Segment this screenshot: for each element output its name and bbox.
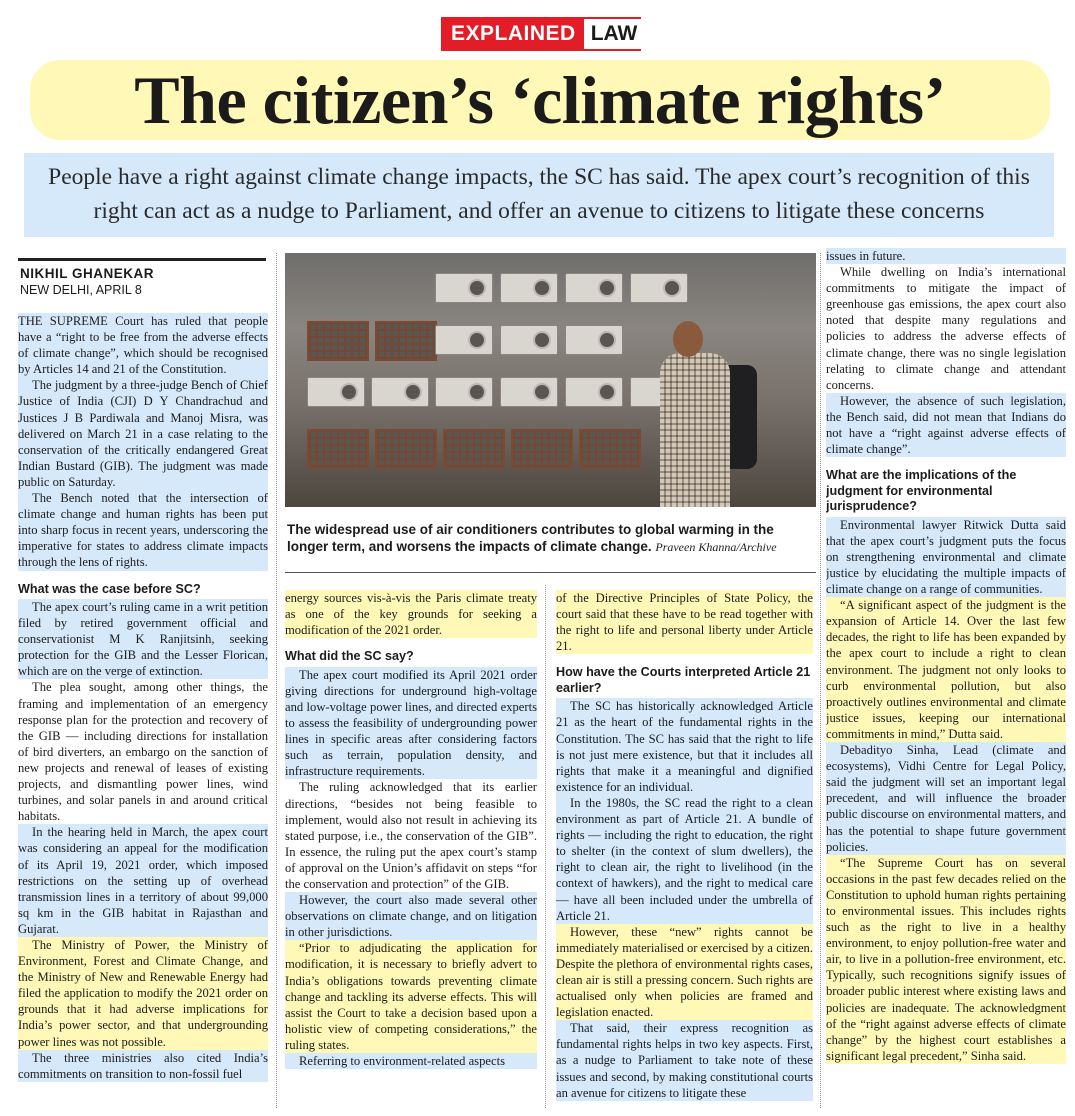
headline: The citizen’s ‘climate rights’ [30, 60, 1050, 140]
photo-caption [287, 521, 817, 556]
paragraph: However, these “new” rights cannot be immediately materialised or exercised by a citizen. Despite the plethora of environmental rights cases, clean air is still a pressing concern. Such rights are actualised only when policies are framed and legislation enacted. [556, 924, 813, 1020]
paragraph: The Ministry of Power, the Ministry of Environment, Forest and Climate Change, and the Ministry of New and Renewable Energy had filed the application to modify the 2021 order on grounds that it had adverse implications for India’s power sector, and that undergrounding power lines was not possible. [18, 937, 268, 1049]
paragraph: However, the absence of such legislation, the Bench said, did not mean that Indians do not have a “right against adverse effects of climate change”. [826, 393, 1066, 457]
grill-shape [375, 429, 437, 469]
paragraph: issues in future. [826, 248, 1066, 264]
person-shirt-shape [660, 353, 730, 507]
paragraph: While dwelling on India’s international commitments to mitigate the impact of greenhouse gas emissions, the apex court also noted that despite many regulations and policies to address the adverse effects of climate change, there was no single legislation relating to climate change and attendant concerns. [826, 265, 1066, 392]
article-column-1 [18, 313, 268, 1113]
paragraph: THE SUPREME Court has ruled that people have a “right to be free from the adverse effects of climate change”, which should be recognised by Articles 14 and 21 of the Constitution. [18, 314, 268, 377]
paragraph: Referring to environment-related aspects [285, 1053, 537, 1069]
ac-unit-shape [371, 377, 429, 407]
paragraph: Debadityo Sinha, Lead (climate and ecosystems), Vidhi Centre for Legal Policy, said the judgment will set an important legal precedent, and will influence the broader public discourse on environmental matters, and has the potential to shape future government policies. [826, 743, 1066, 854]
article-column-3 [556, 590, 813, 1110]
paragraph: The ruling acknowledged that its earlier directions, “besides not being feasible to implement, would also not result in achieving its stated purpose, i.e., the conservation of the GIB”. In essence, the ruling put the apex court’s stamp of approval on the Union’s affidavit on steps “for the conservation and protection” of the GIB. [285, 780, 537, 891]
subheading: How have the Courts interpreted Article 21 earlier? [556, 665, 811, 695]
paragraph: The judgment by a three-judge Bench of Chief Justice of India (CJI) D Y Chandrachud and Justices J B Pardiwala and Manoj Misra, was delivered on March 21 in a case relating to the conservation of the critically endangered Great Indian Bustard (GIB). The judgment was made public on Saturday. [18, 378, 268, 489]
ac-unit-shape [565, 273, 623, 303]
paragraph: The three ministries also cited India’s commitments on transition to non-fossil fuel [18, 1050, 268, 1081]
subheading: What did the SC say? [285, 649, 414, 664]
caption-text: The widespread use of air conditioners contributes to global warming in the longer term, and worsens the impacts of climate change. [287, 522, 774, 554]
ac-unit-shape [500, 273, 558, 303]
grill-shape [375, 321, 437, 361]
paragraph: “The Supreme Court has on several occasions in the past few decades relied on the Constitution to uphold human rights pertaining to environmental issues. This includes rights such as the right to live in a healthy environment, to enjoy pollution-free water and air, to live in a pollution-free environment, etc. Typically, such recognitions signify issues of broader public interest where existing laws and policies are inadequate. The acknowledgment of the “right against adverse effects of climate change” by the highest court establishes a significant legal precedent,” Sinha said. [826, 855, 1066, 1063]
paragraph: “A significant aspect of the judgment is the expansion of Article 14. Over the last few decades, the right to life has been expanded by the apex court to include a right to clean environment. The judgment not only looks to curb environmental pollution, but also proactively outlines environmental and climate justice issues, keeping our international commitments in mind,” Dutta said. [826, 598, 1066, 741]
grill-shape [511, 429, 573, 469]
byline [20, 266, 268, 297]
dateline: NEW DELHI, APRIL 8 [20, 283, 142, 297]
paragraph: energy sources vis-à-vis the Paris climate treaty as one of the key grounds for seeking a modification of the 2021 order. [285, 591, 537, 638]
photo-credit: Praveen Khanna/Archive [655, 540, 777, 554]
ac-unit-shape [435, 377, 493, 407]
grill-shape [307, 321, 369, 361]
explained-law-badge [441, 17, 641, 51]
paragraph: The apex court’s ruling came in a writ petition filed by retired government official and conservationist M K Ranjitsinh, seeking protection for the GIB and the Lesser Florican, which are on the verge of extinction. [18, 600, 268, 679]
paragraph: Environmental lawyer Ritwick Dutta said that the apex court’s judgment puts the focus on strengthening environmental and climate justice by elucidating the multiple impacts of climate change on a range of communities. [826, 517, 1066, 597]
paragraph: In the hearing held in March, the apex court was considering an appeal for the modification of its April 19, 2021 order, which imposed restrictions on the setting up of overhead transmission lines in a territory of about 99,000 sq km in the GIB habitat in Rajasthan and Gujarat. [18, 825, 268, 936]
paragraph: The Bench noted that the intersection of climate change and human rights has been put into sharp focus in recent years, underscoring the imperative for states to address climate impacts through the lens of rights. [18, 491, 268, 570]
grill-shape [579, 429, 641, 469]
article-column-2 [285, 590, 537, 1110]
author-name: NIKHIL GHANEKAR [20, 266, 155, 281]
ac-unit-shape [500, 325, 558, 355]
paragraph: That said, their express recognition as fundamental rights helps in two key aspects. First, as a nudge to Parliament to take note of these issues and second, by making constitutional courts an avenue for citizens to litigate these [556, 1021, 813, 1100]
article-column-4 [826, 248, 1066, 1110]
standfirst: People have a right against climate change impacts, the SC has said. The apex court’s recognition of this right can act as a nudge to Parliament, and offer an avenue to citizens to litigate these concerns [24, 153, 1054, 237]
paragraph: The plea sought, among other things, the framing and implementation of an emergency response plan for the protection and recovery of the GIB — including directions for installation of bird diverters, an embargo on the sanction of new projects and renewal of leases of existing projects, and dismantling power lines, wind turbines, and solar panels in and around critical habitats. [18, 680, 268, 824]
badge-explained: EXPLAINED [443, 19, 584, 49]
subheading: What was the case before SC? [18, 581, 201, 596]
grill-shape [307, 429, 369, 469]
subheading: What are the implications of the judgment for environmental jurisprudence? [826, 468, 1017, 514]
ac-unit-shape [307, 377, 365, 407]
paragraph: In the 1980s, the SC read the right to a clean environment as part of Article 21. A bundle of rights — including the right to education, the right to shelter (in the context of slum dwellers), the right to clean air, the right to livelihood (in the context of hawkers), and the right to medical care — have all been included under the umbrella of Article 21. [556, 795, 813, 923]
column-divider [820, 253, 821, 1108]
ac-unit-shape [565, 377, 623, 407]
column-divider [276, 253, 277, 1108]
air-conditioners-photo [285, 253, 816, 507]
paragraph: “Prior to adjudicating the application for modification, it is necessary to briefly advert to India’s obligations towards preventing climate change and tackling its adverse effects. This will assist the Court to take a decision based upon a holistic view of competing considerations,” the ruling states. [285, 941, 537, 1052]
paragraph: of the Directive Principles of State Policy, the court said that these have to be read together with the right to life and personal liberty under Article 21. [556, 591, 813, 654]
paragraph: The SC has historically acknowledged Article 21 as the heart of the fundamental rights in the Constitution. The SC has said that the right to life is not just mere existence, but that it includes all rights that make it a meaningful and dignified existence for an individual. [556, 699, 813, 794]
person-head-shape [673, 321, 703, 357]
ac-unit-shape [630, 273, 688, 303]
caption-rule [285, 572, 816, 573]
ac-unit-shape [435, 325, 493, 355]
ac-unit-shape [565, 325, 623, 355]
badge-law: LAW [584, 19, 645, 49]
column-divider [545, 585, 546, 1108]
grill-shape [443, 429, 505, 469]
paragraph: The apex court modified its April 2021 order giving directions for underground high-voltage and low-voltage power lines, and directed experts to assess the feasibility of undergrounding power lines in specific areas after considering factors such as terrain, population density, and infrastructure requirements. [285, 667, 537, 779]
byline-rule [18, 258, 266, 261]
ac-unit-shape [500, 377, 558, 407]
ac-unit-shape [435, 273, 493, 303]
paragraph: However, the court also made several other observations on climate change, and on litigation in other jurisdictions. [285, 893, 537, 940]
